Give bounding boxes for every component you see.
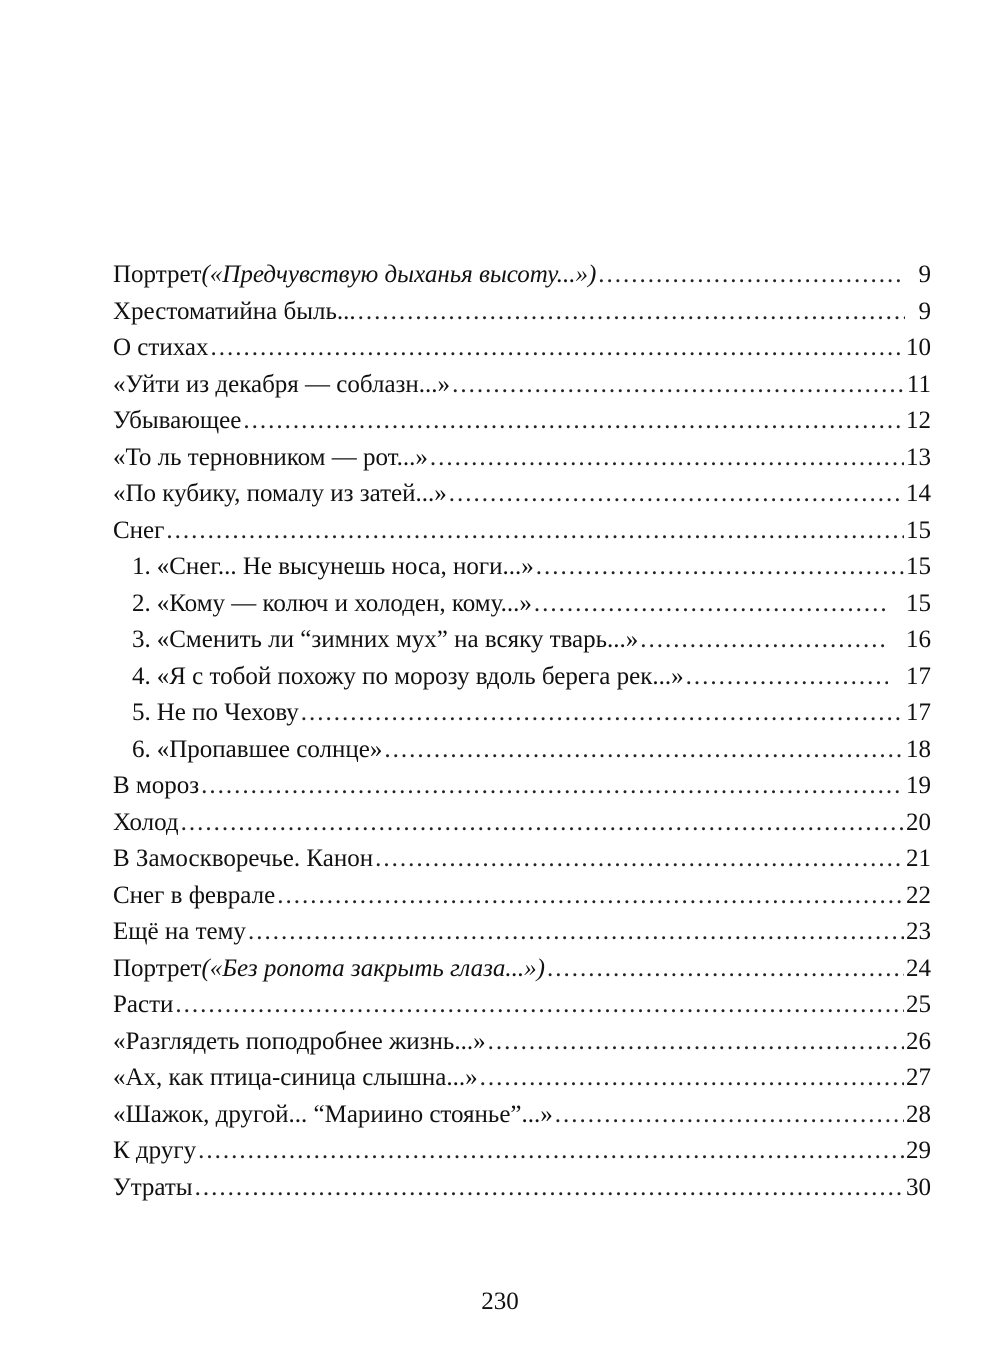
dot-leader xyxy=(375,841,904,878)
toc-page-number: 19 xyxy=(906,772,931,799)
toc-entry-title: Хрестоматийна быль... xyxy=(113,297,356,325)
toc-entry xyxy=(113,805,931,842)
toc-page-number: 18 xyxy=(906,735,931,763)
toc-entry xyxy=(113,1060,931,1097)
toc-page-number: 25 xyxy=(906,991,931,1018)
dot-leader xyxy=(201,768,904,805)
dot-leader xyxy=(547,951,904,988)
toc-entry-subtitle: («Без ропота закрыть глаза...») xyxy=(201,954,545,982)
toc-entry xyxy=(113,513,931,550)
toc-page-number: 10 xyxy=(906,334,931,361)
toc-entry-title: Снег xyxy=(113,516,165,544)
toc-subentry-number: 5. xyxy=(132,699,151,726)
toc-subentry xyxy=(113,732,931,769)
toc-entry xyxy=(113,768,931,805)
toc-entry-title: «По кубику, помалу из затей...» xyxy=(113,480,447,507)
toc-entry-subtitle: («Предчувствую дыханья высоту...») xyxy=(201,261,597,288)
toc-page-number: 9 xyxy=(918,297,931,325)
toc-page-number: 17 xyxy=(906,662,931,690)
toc-page-number: 26 xyxy=(906,1027,931,1055)
toc-entry xyxy=(113,1133,931,1170)
toc-page-number: 24 xyxy=(906,954,931,982)
toc-entry-title: «Уйти из декабря — соблазн...» xyxy=(113,370,451,398)
toc-entry xyxy=(113,403,931,440)
dot-leader xyxy=(452,367,905,404)
dot-leader xyxy=(358,294,905,331)
toc-page-number: 21 xyxy=(906,845,931,872)
toc-subentry-number: 4. xyxy=(132,662,151,690)
toc-entry-title: Расти xyxy=(113,991,174,1018)
toc-entry xyxy=(113,841,931,878)
dot-leader xyxy=(166,513,904,550)
toc-subentry xyxy=(113,659,931,696)
toc-page-number: 23 xyxy=(906,918,931,945)
toc-page-number: 27 xyxy=(906,1064,931,1091)
toc-page-number: 22 xyxy=(906,881,931,909)
dot-leader xyxy=(449,476,904,513)
toc-entry-title: Портрет xyxy=(113,261,202,288)
toc-subentry xyxy=(113,549,931,586)
toc-subentry xyxy=(113,622,931,659)
toc-entry xyxy=(113,440,931,477)
toc-page-number: 11 xyxy=(906,370,931,398)
toc-entry xyxy=(113,330,931,367)
toc-entry-title: Снег в феврале xyxy=(113,881,276,909)
toc-entry-title: В мороз xyxy=(113,772,200,799)
toc-subentry-number: 1. xyxy=(132,553,151,580)
toc-page-number: 20 xyxy=(906,808,931,836)
dot-leader xyxy=(488,1024,904,1061)
toc-page-number: 16 xyxy=(906,626,931,653)
page-number-footer: 230 xyxy=(481,1288,519,1315)
toc-entry-title: «Я с тобой похожу по морозу вдоль берега рек...» xyxy=(156,662,684,690)
toc-page-number: 28 xyxy=(906,1100,931,1128)
toc-entry-title: В Замоскворечье. Канон xyxy=(113,845,374,872)
toc-entry-title: «Ах, как птица-синица слышна...» xyxy=(113,1064,478,1091)
toc-entry-title: Не по Чехову xyxy=(156,699,299,726)
dot-leader xyxy=(181,805,904,842)
toc-page-number: 9 xyxy=(918,261,931,288)
toc-entry xyxy=(113,294,931,331)
table-of-contents xyxy=(113,257,931,1206)
toc-subentry xyxy=(113,586,931,623)
dot-leader xyxy=(555,1097,904,1134)
toc-entry xyxy=(113,1097,931,1134)
toc-entry-title: Холод xyxy=(113,808,179,836)
toc-entry-title: «То ль терновником — рот...» xyxy=(113,443,428,471)
toc-page-number: 13 xyxy=(906,443,931,471)
toc-page-number: 12 xyxy=(906,407,931,434)
toc-entry-title: Портрет xyxy=(113,954,202,982)
toc-page-number: 17 xyxy=(906,699,931,726)
toc-page-number: 15 xyxy=(906,516,931,544)
toc-entry-title: Ещё на тему xyxy=(113,918,246,945)
toc-entry xyxy=(113,914,931,951)
toc-entry xyxy=(113,878,931,915)
toc-page-number: 15 xyxy=(906,553,931,580)
dot-leader xyxy=(430,440,904,477)
toc-entry-title: «Снег... Не высунешь носа, ноги...» xyxy=(156,553,534,580)
dot-leader xyxy=(480,1060,904,1097)
toc-entry-title: Утраты xyxy=(113,1173,193,1201)
dot-leader xyxy=(195,1170,904,1207)
toc-entry xyxy=(113,951,931,988)
dot-leader xyxy=(248,914,904,951)
toc-entry xyxy=(113,367,931,404)
dot-leader xyxy=(277,878,904,915)
toc-entry-title: «Шажок, другой... “Мариино стоянье”...» xyxy=(113,1100,553,1128)
toc-subentry-number: 6. xyxy=(132,735,151,763)
toc-entry xyxy=(113,1024,931,1061)
dot-leader xyxy=(686,659,888,696)
toc-page-number: 15 xyxy=(906,589,931,617)
toc-subentry-number: 2. xyxy=(132,589,151,617)
toc-entry-title: «Пропавшее солнце» xyxy=(156,735,383,763)
toc-entry xyxy=(113,987,931,1024)
toc-entry-title: К другу xyxy=(113,1137,197,1164)
dot-leader xyxy=(175,987,904,1024)
toc-entry-title: Убывающее xyxy=(113,407,242,434)
dot-leader xyxy=(210,330,904,367)
dot-leader xyxy=(301,695,904,732)
dot-leader xyxy=(243,403,904,440)
toc-page-number: 29 xyxy=(906,1137,931,1164)
toc-entry xyxy=(113,257,931,294)
toc-page-number: 14 xyxy=(906,480,931,507)
toc-entry-title: «Кому — колюч и холоден, кому...» xyxy=(156,589,532,617)
dot-leader xyxy=(534,586,888,623)
toc-entry xyxy=(113,1170,931,1207)
dot-leader xyxy=(384,732,904,769)
dot-leader xyxy=(598,257,905,294)
toc-entry-title: О стихах xyxy=(113,334,209,361)
toc-entry xyxy=(113,476,931,513)
toc-entry-title: «Сменить ли “зимних мух” на всяку тварь...» xyxy=(156,626,639,653)
dot-leader xyxy=(640,622,888,659)
toc-page-number: 30 xyxy=(906,1173,931,1201)
toc-entry-title: «Разглядеть поподробнее жизнь...» xyxy=(113,1027,486,1055)
dot-leader xyxy=(198,1133,904,1170)
dot-leader xyxy=(536,549,904,586)
toc-subentry-number: 3. xyxy=(132,626,151,653)
toc-subentry xyxy=(113,695,931,732)
